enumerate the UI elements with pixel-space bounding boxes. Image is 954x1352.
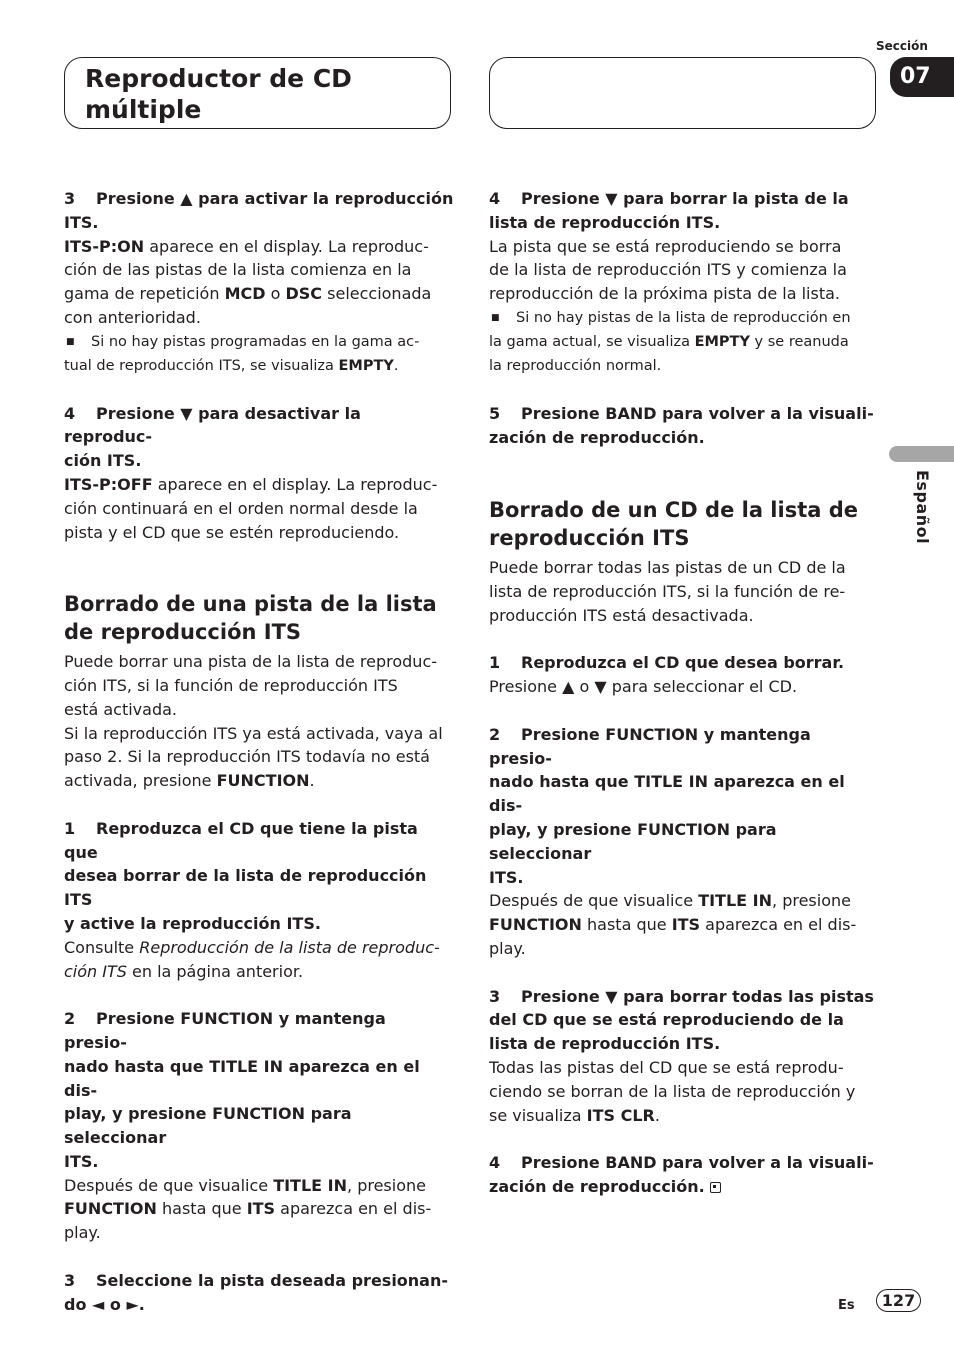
section-heading: Borrado de un CD de la lista de reproducción ITS <box>489 498 858 551</box>
chapter-title-line1: Reproductor de CD <box>85 64 352 93</box>
square-bullet-icon: ■ <box>491 312 500 323</box>
chapter-title <box>85 63 352 125</box>
step-heading: 4 Presione ▼ para borrar la pista de la <box>489 189 849 208</box>
square-bullet-icon: ■ <box>66 336 75 347</box>
end-of-section-icon <box>710 1182 721 1193</box>
empty-header-box <box>489 57 876 129</box>
step-heading: 5 Presione BAND para volver a la visuali- <box>489 403 874 423</box>
note: ■ Si no hay pistas programadas en la gama ac- <box>64 330 454 354</box>
up-arrow-icon: ▲ <box>180 189 193 208</box>
step-heading: 4 Presione ▼ para desactivar la reproduc- <box>64 403 361 447</box>
right-column: 4 Presione ▼ para borrar la pista de la lista de reproducción ITS. La pista que se está reproduciendo se borra de la lista de reproducción ITS y comienza la reproducción de la próxima pista de la lista. ■ Si no hay pistas de la lista de reproducción en la gama actual, se visualiza EMPTY y se reanuda la reproducción normal. 5 Presione BAND para volver a la visuali- zación de reproducción. Borrado de un CD de la lista de reproducción ITS Puede borrar todas las pistas de un CD de la lista de reproducción ITS, si la función de re- producción ITS está desactivada. 1 Reproduzca el CD que desea borrar. Presione ▲ o ▼ para seleccionar el CD. 2 Presione FUNCTION y mantenga presio- nado hasta que TITLE IN aparezca en el dis- play, y presione FUNCTION para seleccionar ITS. Después de que visualice TITLE IN, presione FUNCTION hasta que ITS aparezca en el dis- play. 3 Presione ▼ para borrar todas las pistas del CD que se está reproduciendo de la lista de reproducción ITS. Todas las pistas del CD que se está reprodu- ciendo se borran de la lista de reproducción y se visualiza ITS CLR. 4 Presione BAND para volver a la visuali- zación de reproducción. <box>489 187 879 1199</box>
step-heading: 2 Presione FUNCTION y mantenga presio- <box>489 724 811 768</box>
down-arrow-icon: ▼ <box>605 986 618 1006</box>
section-heading: Borrado de una pista de la lista de reproducción ITS <box>64 592 437 645</box>
step-heading: 3 Seleccione la pista deseada presionan- <box>64 1270 449 1290</box>
left-column: 3 Presione ▲ para activar la reproducción ITS. ITS-P:ON aparece en el display. La reproduc- ción de las pistas de la lista comienza en la gama de repetición MCD o DSC seleccionada con anterioridad. ■ Si no hay pistas programadas en la gama ac- tual de reproducción ITS, se visualiza EMPTY. 4 Presione ▼ para desactivar la reproduc- ción ITS. ITS-P:OFF aparece en el display. La reproduc- ción continuará en el orden normal desde la pista y el CD que se estén reproduciendo. Borrado de una pista de la lista de reproducción ITS Puede borrar una pista de la lista de reproduc- ción ITS, si la función de reproducción ITS está activada. Si la reproducción ITS ya está activada, vaya al paso 2. Si la reproducción ITS todavía no está activada, presione FUNCTION. 1 Reproduzca el CD que tiene la pista que desea borrar de la lista de reproducción ITS y active la reproducción ITS. Consulte Reproducción de la lista de reproduc- ción ITS en la página anterior. 2 Presione FUNCTION y mantenga presio- nado hasta que TITLE IN aparezca en el dis- play, y presione FUNCTION para seleccionar ITS. Después de que visualice TITLE IN, presione FUNCTION hasta que ITS aparezca en el dis- play. 3 Seleccione la pista deseada presionan- do ◄ o ►. <box>64 189 454 1314</box>
section-number-badge: 07 <box>890 57 954 97</box>
body-text: ITS-P:ON aparece en el display. La reproduc- <box>64 236 429 256</box>
page-number: 127 <box>876 1289 921 1312</box>
step-heading: 1 Reproduzca el CD que tiene la pista que <box>64 818 418 862</box>
step-heading: 2 Presione FUNCTION y mantenga presio- <box>64 1009 386 1052</box>
note: ■ Si no hay pistas de la lista de reproducción en <box>489 306 879 330</box>
step-heading: 4 Presione BAND para volver a la visuali- <box>489 1153 874 1173</box>
down-arrow-icon: ▼ <box>180 403 193 423</box>
language-code: Es <box>838 1298 855 1313</box>
step-heading: 1 Reproduzca el CD que desea borrar. <box>489 653 845 673</box>
chapter-title-box <box>64 57 451 129</box>
down-arrow-icon: ▼ <box>605 189 618 208</box>
section-label: Sección <box>876 39 928 53</box>
step-heading: 3 Presione ▼ para borrar todas las pistas <box>489 986 874 1006</box>
language-tab-label: Español <box>913 470 932 545</box>
step-heading: 3 Presione ▲ para activar la reproducción <box>64 189 454 208</box>
chapter-title-line2: múltiple <box>85 95 202 124</box>
language-tab-bar <box>889 446 954 462</box>
